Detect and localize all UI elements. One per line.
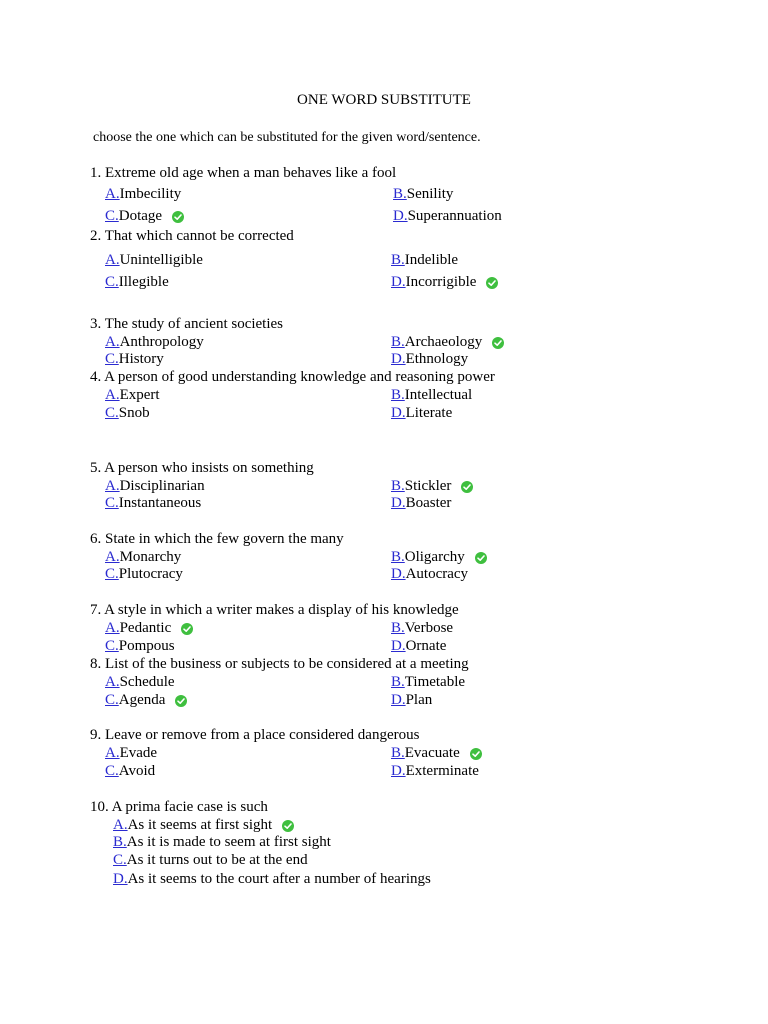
option-b[interactable] <box>391 745 482 762</box>
check-icon <box>175 695 187 707</box>
option-text: Pedantic <box>119 620 172 636</box>
option-letter[interactable]: A. <box>113 817 128 833</box>
question-text: 2. That which cannot be corrected <box>90 228 294 244</box>
option-c[interactable] <box>105 638 175 655</box>
option-letter[interactable]: B. <box>391 334 405 350</box>
option-text: Instantaneous <box>118 495 202 511</box>
option-letter[interactable]: C. <box>105 566 119 582</box>
option-text: Archaeology <box>404 334 483 350</box>
option-text: Incorrigible <box>405 274 477 290</box>
option-text: Oligarchy <box>404 549 465 565</box>
question-text: 3. The study of ancient societies <box>90 316 284 332</box>
option-letter[interactable]: A. <box>105 186 120 202</box>
check-icon <box>470 748 482 760</box>
question-text: 8. List of the business or subjects to be considered at a meeting <box>90 656 469 672</box>
option-letter[interactable]: D. <box>391 692 406 708</box>
option-letter[interactable]: D. <box>391 638 406 654</box>
option-a[interactable] <box>105 387 160 404</box>
option-a[interactable] <box>105 334 204 351</box>
option-text: Pompous <box>118 638 175 654</box>
option-d[interactable] <box>391 566 468 583</box>
option-text: Avoid <box>118 763 156 779</box>
option-a[interactable] <box>105 549 181 566</box>
option-letter[interactable]: B. <box>391 478 405 494</box>
option-d[interactable] <box>391 638 446 655</box>
option-text: Anthropology <box>119 334 204 350</box>
option-text: Dotage <box>118 208 163 224</box>
option-d[interactable] <box>391 763 479 780</box>
check-icon <box>492 337 504 349</box>
option-a[interactable] <box>105 478 205 495</box>
option-text: As it is made to seem at first sight <box>126 834 331 850</box>
option-text: Intellectual <box>404 387 473 403</box>
option-letter[interactable]: B. <box>113 834 127 850</box>
option-c[interactable] <box>105 208 184 225</box>
option-letter[interactable]: C. <box>105 274 119 290</box>
question-text: 9. Leave or remove from a place considered dangerous <box>90 727 420 743</box>
option-b[interactable] <box>393 186 453 203</box>
option-b[interactable] <box>113 834 331 851</box>
option-text: Disciplinarian <box>119 478 205 494</box>
option-letter[interactable]: B. <box>391 549 405 565</box>
option-a[interactable] <box>105 745 157 762</box>
option-letter[interactable]: B. <box>391 252 405 268</box>
option-letter[interactable]: B. <box>393 186 407 202</box>
check-icon <box>461 481 473 493</box>
option-letter[interactable]: D. <box>393 208 408 224</box>
option-c[interactable] <box>105 566 183 583</box>
option-text: Boaster <box>405 495 452 511</box>
option-d[interactable] <box>393 208 502 225</box>
option-text: Ornate <box>405 638 447 654</box>
option-letter[interactable]: B. <box>391 674 405 690</box>
option-text: Timetable <box>404 674 466 690</box>
option-c[interactable] <box>105 351 164 368</box>
check-icon <box>475 552 487 564</box>
option-letter[interactable]: C. <box>105 208 119 224</box>
option-text: Illegible <box>118 274 169 290</box>
option-b[interactable] <box>391 334 504 351</box>
option-c[interactable] <box>105 274 169 291</box>
option-letter[interactable]: A. <box>105 478 120 494</box>
option-text: Unintelligible <box>119 252 203 268</box>
check-icon <box>172 211 184 223</box>
check-icon <box>282 820 294 832</box>
option-text: As it seems to the court after a number of hearings <box>127 871 431 887</box>
option-text: As it seems at first sight <box>127 817 273 833</box>
question-text: 10. A prima facie case is such <box>90 799 268 815</box>
option-letter[interactable]: B. <box>391 620 405 636</box>
option-c[interactable] <box>105 405 150 422</box>
option-c[interactable] <box>113 852 308 869</box>
check-icon <box>486 277 498 289</box>
option-text: Snob <box>118 405 150 421</box>
option-a[interactable] <box>105 674 175 691</box>
option-letter[interactable]: A. <box>105 549 120 565</box>
option-d[interactable] <box>113 871 431 888</box>
question-text: 7. A style in which a writer makes a display of his knowledge <box>90 602 459 618</box>
option-text: Autocracy <box>405 566 469 582</box>
option-letter[interactable]: A. <box>105 620 120 636</box>
option-text: History <box>118 351 164 367</box>
option-b[interactable] <box>391 252 458 269</box>
option-b[interactable] <box>391 674 465 691</box>
option-letter[interactable]: A. <box>105 387 120 403</box>
option-b[interactable] <box>391 549 487 566</box>
option-letter[interactable]: B. <box>391 387 405 403</box>
option-text: Ethnology <box>405 351 469 367</box>
page-title: ONE WORD SUBSTITUTE <box>297 92 471 108</box>
option-d[interactable] <box>391 274 498 291</box>
option-letter[interactable]: C. <box>105 405 119 421</box>
option-letter[interactable]: D. <box>391 405 406 421</box>
option-text: Exterminate <box>405 763 479 779</box>
option-b[interactable] <box>391 387 472 404</box>
option-text: Verbose <box>404 620 454 636</box>
option-text: Literate <box>405 405 453 421</box>
option-b[interactable] <box>391 478 473 495</box>
option-text: Plan <box>405 692 433 708</box>
option-letter[interactable]: B. <box>391 745 405 761</box>
option-c[interactable] <box>105 763 155 780</box>
question-text: 6. State in which the few govern the many <box>90 531 344 547</box>
option-text: Agenda <box>118 692 166 708</box>
option-d[interactable] <box>391 351 468 368</box>
option-c[interactable] <box>105 495 201 512</box>
option-b[interactable] <box>391 620 453 637</box>
option-c[interactable] <box>105 692 187 709</box>
option-a[interactable] <box>105 620 193 637</box>
option-letter[interactable]: C. <box>105 351 119 367</box>
question-text: 1. Extreme old age when a man behaves like a fool <box>90 165 397 181</box>
option-d[interactable] <box>391 405 452 422</box>
option-letter[interactable]: C. <box>105 692 119 708</box>
option-text: Evacuate <box>404 745 460 761</box>
question-text: 4. A person of good understanding knowledge and reasoning power <box>90 369 495 385</box>
option-letter[interactable]: A. <box>105 674 120 690</box>
option-letter[interactable]: D. <box>391 351 406 367</box>
option-text: Stickler <box>404 478 452 494</box>
option-letter[interactable]: A. <box>105 252 120 268</box>
option-letter[interactable]: A. <box>105 334 120 350</box>
option-letter[interactable]: D. <box>391 566 406 582</box>
check-icon <box>181 623 193 635</box>
option-text: Senility <box>406 186 454 202</box>
option-text: Expert <box>119 387 160 403</box>
option-letter[interactable]: D. <box>391 495 406 511</box>
option-a[interactable] <box>113 817 294 834</box>
option-letter[interactable]: C. <box>105 638 119 654</box>
option-text: As it turns out to be at the end <box>126 852 308 868</box>
option-letter[interactable]: C. <box>105 763 119 779</box>
option-letter[interactable]: C. <box>105 495 119 511</box>
option-text: Imbecility <box>119 186 182 202</box>
option-text: Schedule <box>119 674 175 690</box>
option-text: Indelible <box>404 252 459 268</box>
option-a[interactable] <box>105 186 181 203</box>
option-text: Superannuation <box>407 208 502 224</box>
option-letter[interactable]: C. <box>113 852 127 868</box>
option-text: Monarchy <box>119 549 182 565</box>
option-text: Plutocracy <box>118 566 183 582</box>
option-text: Evade <box>119 745 158 761</box>
option-letter[interactable]: D. <box>113 871 128 887</box>
option-letter[interactable]: D. <box>391 763 406 779</box>
option-a[interactable] <box>105 252 203 269</box>
option-letter[interactable]: D. <box>391 274 406 290</box>
question-text: 5. A person who insists on something <box>90 460 314 476</box>
option-letter[interactable]: A. <box>105 745 120 761</box>
option-d[interactable] <box>391 692 432 709</box>
instructions: choose the one which can be substituted for the given word/sentence. <box>93 130 481 145</box>
option-d[interactable] <box>391 495 451 512</box>
